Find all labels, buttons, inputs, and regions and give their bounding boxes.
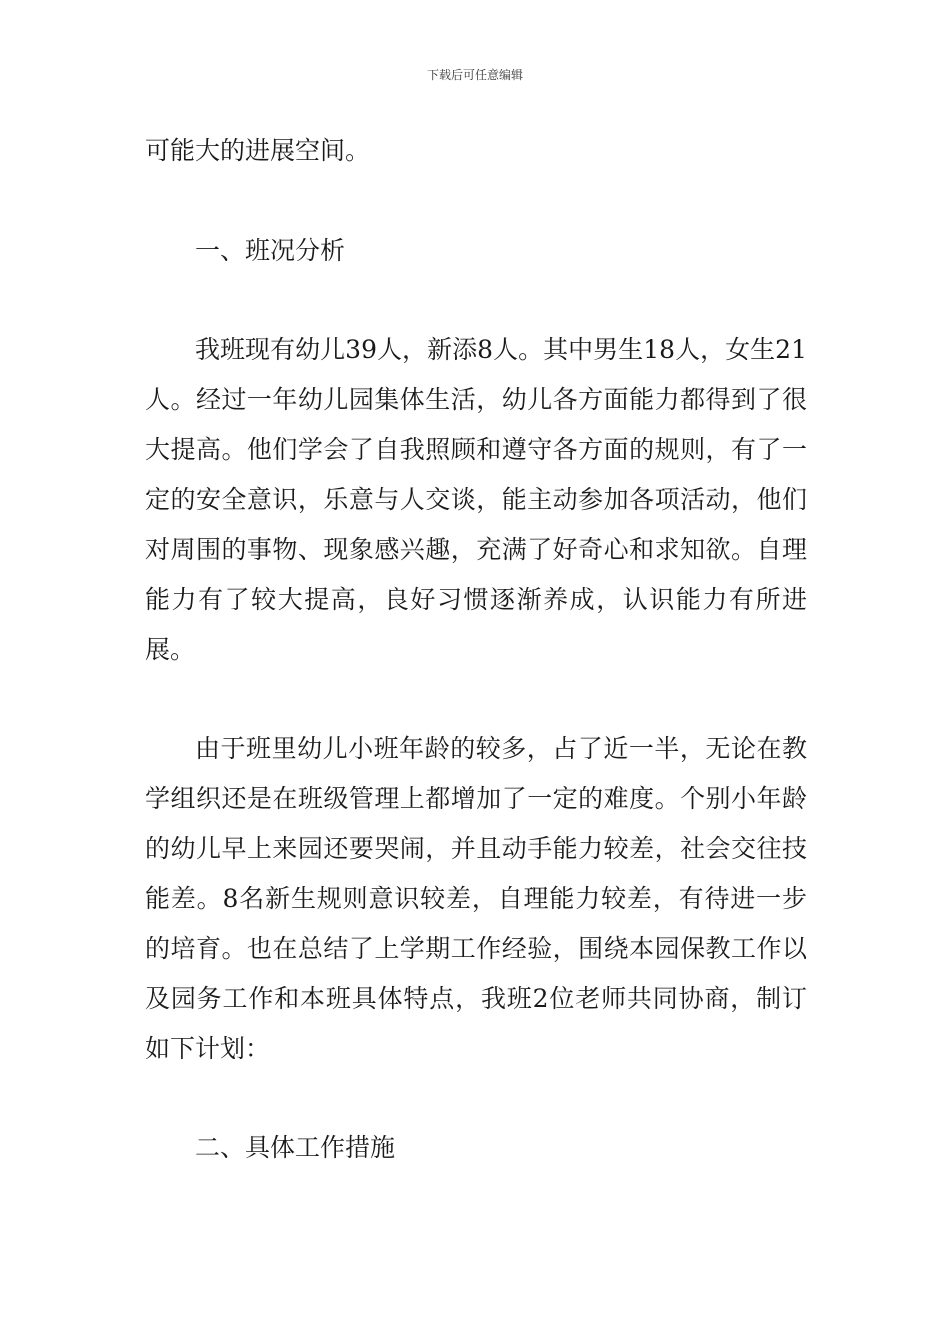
header-note: 下载后可任意编辑	[426, 68, 523, 82]
paragraph-class-status: 我班现有幼儿39人，新添8人。其中男生18人，女生21人。经过一年幼儿园集体生活，幼儿各方面能力都得到了很大提高。他们学会了自我照顾和遵守各方面的规则，有了一定的安全意识，乐意与人交谈，能主动参加各项活动，他们对周围的事物、现象感兴趣，充满了好奇心和求知欲。自理能力有了较大提高，良好习惯逐渐养成，认识能力有所进展。	[145, 335, 807, 664]
paragraph-class-difficulties: 由于班里幼儿小班年龄的较多，占了近一半，无论在教学组织还是在班级管理上都增加了一定的难度。个别小年龄的幼儿早上来园还要哭闹，并且动手能力较差，社会交往技能差。8名新生规则意识较差，自理能力较差，有待进一步的培育。也在总结了上学期工作经验，围绕本园保教工作以及园务工作和本班具体特点，我班2位老师共同协商，制订如下计划：	[145, 734, 807, 1063]
section-heading-class-analysis: 一、班况分析	[195, 236, 346, 265]
document-body	[145, 126, 807, 1173]
continuation-text: 可能大的进展空间。	[145, 136, 371, 165]
section-heading-work-measures: 二、具体工作措施	[195, 1133, 396, 1162]
